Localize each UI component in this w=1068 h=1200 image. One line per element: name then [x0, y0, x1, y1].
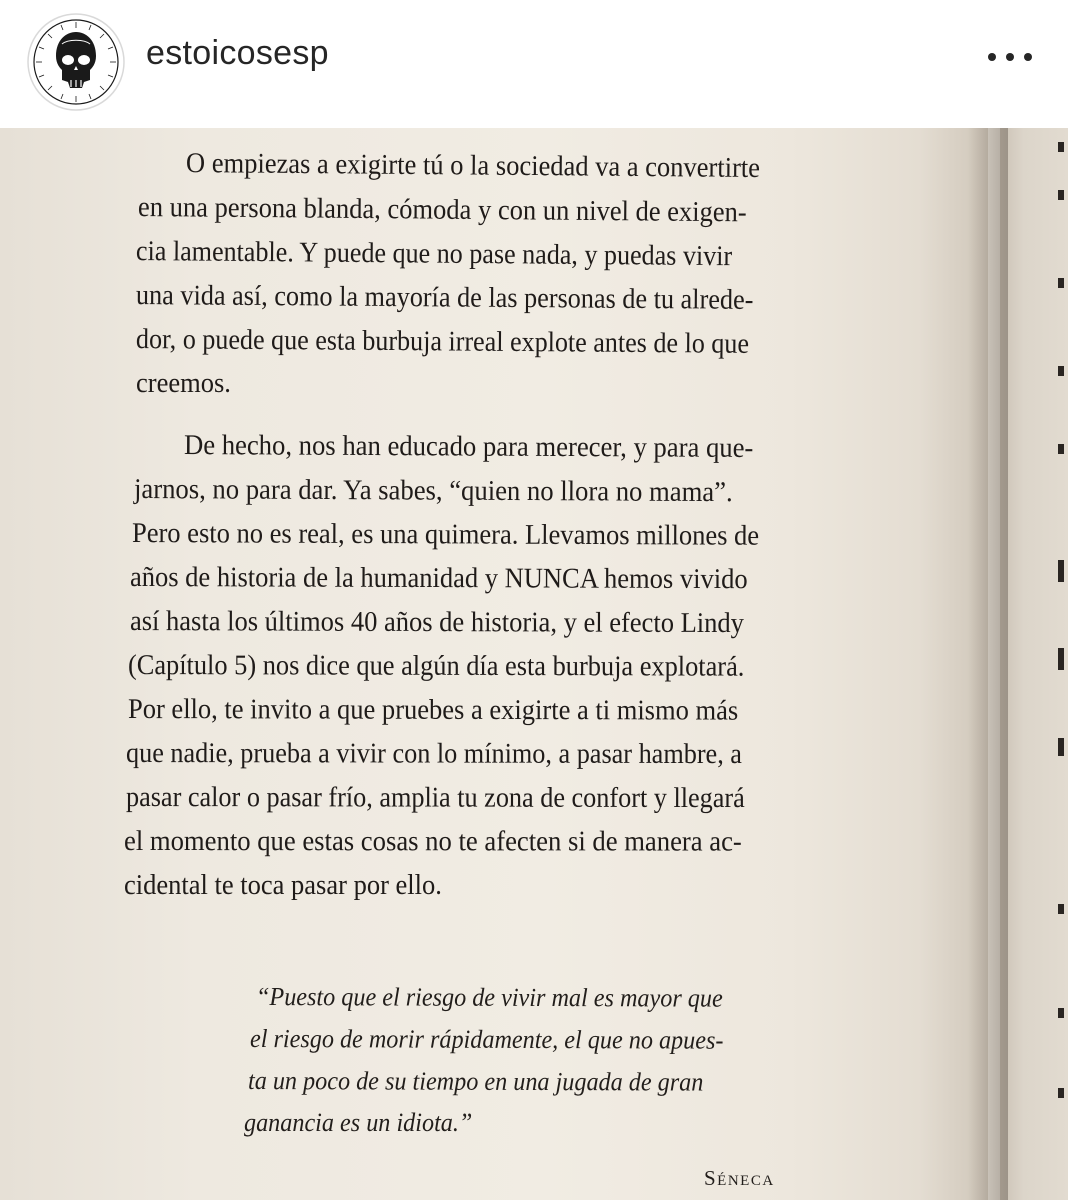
- text-line: así hasta los últimos 40 años de historia, y el efecto Lindy: [129, 606, 744, 640]
- skull-logo-icon: [26, 12, 126, 112]
- next-page-glyph: [1058, 190, 1064, 200]
- more-options-button[interactable]: [982, 40, 1038, 74]
- text-line: De hecho, nos han educado para merecer, y para que-: [183, 430, 754, 464]
- next-page-glyph: [1058, 1088, 1064, 1098]
- next-page-glyph: [1058, 366, 1064, 376]
- next-page-glyph: [1058, 1008, 1064, 1018]
- post-image: [0, 128, 1068, 1200]
- text-line: dor, o puede que esta burbuja irreal explote antes de lo que: [135, 324, 750, 360]
- text-line: años de historia de la humanidad y NUNCA hemos vivido: [129, 562, 748, 596]
- next-page-glyph: [1058, 142, 1064, 152]
- text-line: cia lamentable. Y puede que no pase nada, y puedas vivir: [135, 236, 733, 273]
- text-line: una vida así, como la mayoría de las personas de tu alrede-: [135, 280, 754, 316]
- quote-line: “Puesto que el riesgo de vivir mal es mayor que: [255, 982, 723, 1013]
- text-line: pasar calor o pasar frío, amplia tu zona de confort y llegará: [125, 782, 745, 815]
- next-page-glyph: [1058, 904, 1064, 914]
- text-line: que nadie, prueba a vivir con lo mínimo, a pasar hambre, a: [125, 738, 742, 771]
- quote-line: el riesgo de morir rápidamente, el que no apues-: [249, 1024, 724, 1055]
- text-line: O empiezas a exigirte tú o la sociedad va a convertirte: [185, 148, 761, 185]
- next-page-glyph: [1058, 560, 1064, 582]
- quote-line: ta un poco de su tiempo en una jugada de gran: [247, 1066, 704, 1097]
- next-page-glyph: [1058, 278, 1064, 288]
- text-line: en una persona blanda, cómoda y con un nivel de exigen-: [137, 192, 747, 229]
- text-line: Pero esto no es real, es una quimera. Llevamos millones de: [131, 518, 760, 552]
- next-page-glyph: [1058, 738, 1064, 756]
- next-page-glyph: [1058, 444, 1064, 454]
- text-line: cidental te toca pasar por ello.: [124, 870, 442, 901]
- username-link[interactable]: estoicosesp: [146, 34, 329, 72]
- avatar[interactable]: [26, 12, 126, 112]
- more-dots-icon: [982, 40, 1038, 74]
- text-line: el momento que estas cosas no te afecten si de manera ac-: [123, 826, 742, 858]
- next-page-glyph: [1058, 648, 1064, 670]
- text-line: Por ello, te invito a que pruebes a exigirte a ti mismo más: [127, 694, 739, 727]
- book-gutter: [968, 128, 1008, 1200]
- text-line: jarnos, no para dar. Ya sabes, “quien no llora no mama”.: [133, 474, 733, 509]
- quote-author: Séneca: [704, 1166, 775, 1190]
- quote-line: ganancia es un idiota.”: [244, 1108, 473, 1137]
- text-line: (Capítulo 5) nos dice que algún día esta burbuja explotará.: [127, 650, 745, 683]
- post-header: [0, 0, 1068, 128]
- text-line: creemos.: [136, 368, 231, 399]
